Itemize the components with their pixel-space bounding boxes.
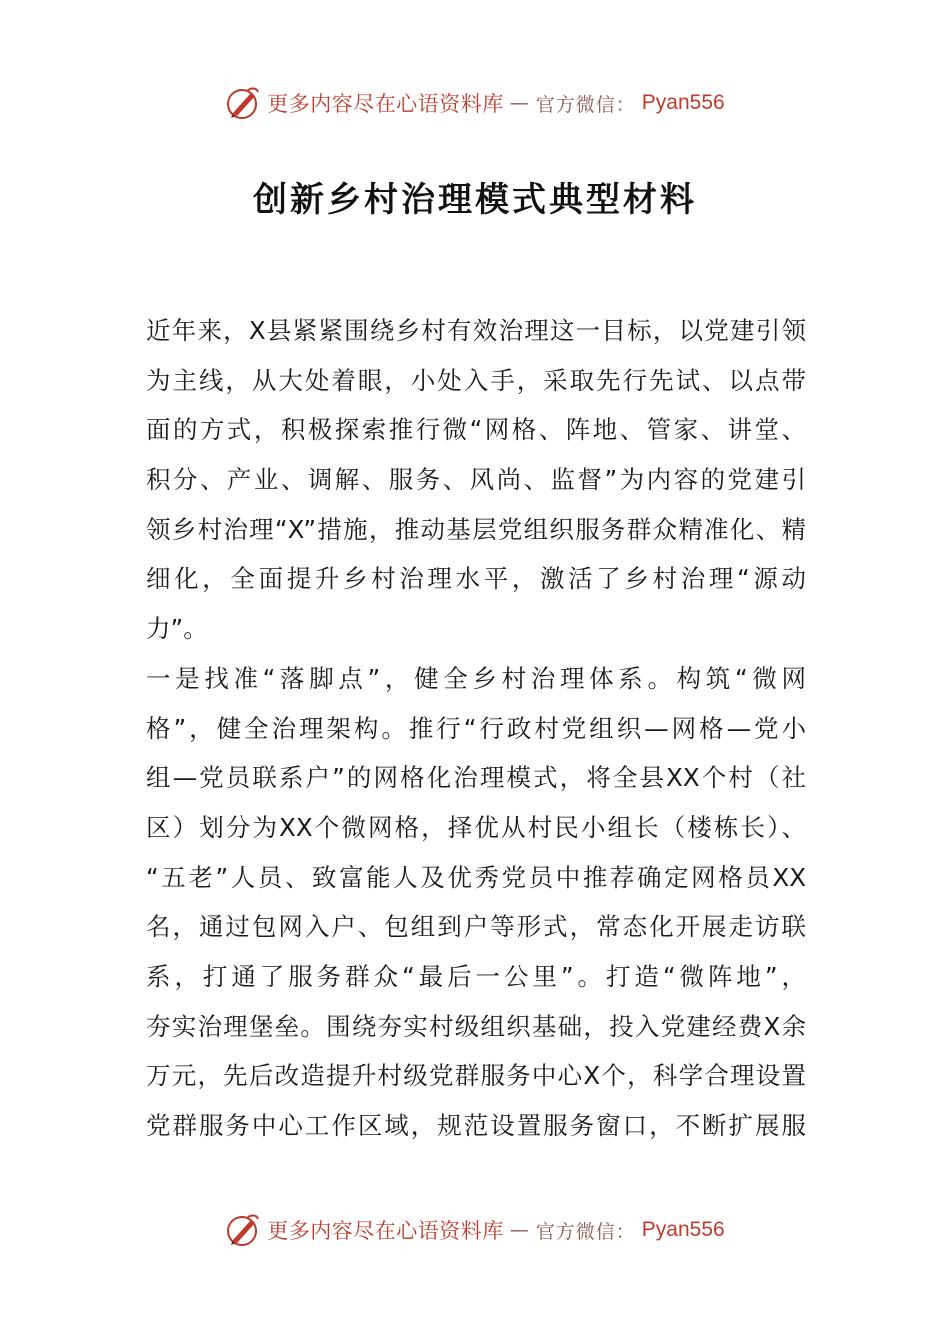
body-line: 夯实治理堡垒。围绕夯实村级组织基础，投入党建经费X余	[146, 1011, 806, 1041]
body-line: 名，通过包网入户、包组到户等形式，常态化开展走访联	[146, 912, 806, 942]
watermark-sub-text: 官方微信：	[535, 93, 636, 116]
body-line: 万元，先后改造提升村级党群服务中心X个，科学合理设置	[146, 1061, 806, 1091]
watermark-id: Pyan556	[641, 91, 725, 114]
body-line: 组—党员联系户”的网格化治理模式，将全县XX个村（社	[146, 763, 806, 793]
body-line: 为主线，从大处着眼，小处入手，采取先行先试、以点带	[146, 365, 806, 395]
watermark-dash: —	[509, 92, 530, 114]
header-watermark	[0, 83, 950, 123]
body-line: 细化，全面提升乡村治理水平，激活了乡村治理“源动	[146, 564, 806, 594]
watermark-main-text: 更多内容尽在心语资料库	[267, 92, 504, 116]
body-line: 领乡村治理“X”措施，推动基层党组织服务群众精准化、精	[146, 514, 806, 544]
watermark-sub-text: 官方微信：	[535, 1220, 636, 1243]
body-line: 格”，健全治理架构。推行“行政村党组织—网格—党小	[146, 713, 806, 743]
footer-watermark	[0, 1210, 950, 1250]
body-line: 一是找准“落脚点”，健全乡村治理体系。构筑“微网	[146, 663, 806, 693]
body-line: 积分、产业、调解、服务、风尚、监督”为内容的党建引	[146, 465, 806, 495]
body-line: 面的方式，积极探索推行微“网格、阵地、管家、讲堂、	[146, 415, 806, 445]
watermark-id: Pyan556	[641, 1218, 725, 1241]
body-line: 区）划分为XX个微网格，择优从村民小组长（楼栋长）、	[146, 812, 806, 842]
body-line: 力”。	[146, 614, 208, 644]
document-title: 创新乡村治理模式典型材料	[253, 180, 697, 220]
body-line: “五老”人员、致富能人及优秀党员中推荐确定网格员XX	[146, 862, 806, 892]
document-body	[146, 306, 806, 1151]
body-line: 近年来，X县紧紧围绕乡村有效治理这一目标，以党建引领	[146, 316, 806, 345]
watermark-dash: —	[509, 1219, 530, 1241]
body-line: 系，打通了服务群众“最后一公里”。打造“微阵地”，	[146, 961, 806, 991]
watermark-main-text: 更多内容尽在心语资料库	[267, 1219, 504, 1243]
pen-logo-icon	[225, 1212, 261, 1248]
pen-logo-icon	[225, 85, 261, 121]
body-line: 党群服务中心工作区域，规范设置服务窗口，不断扩展服	[146, 1111, 806, 1140]
